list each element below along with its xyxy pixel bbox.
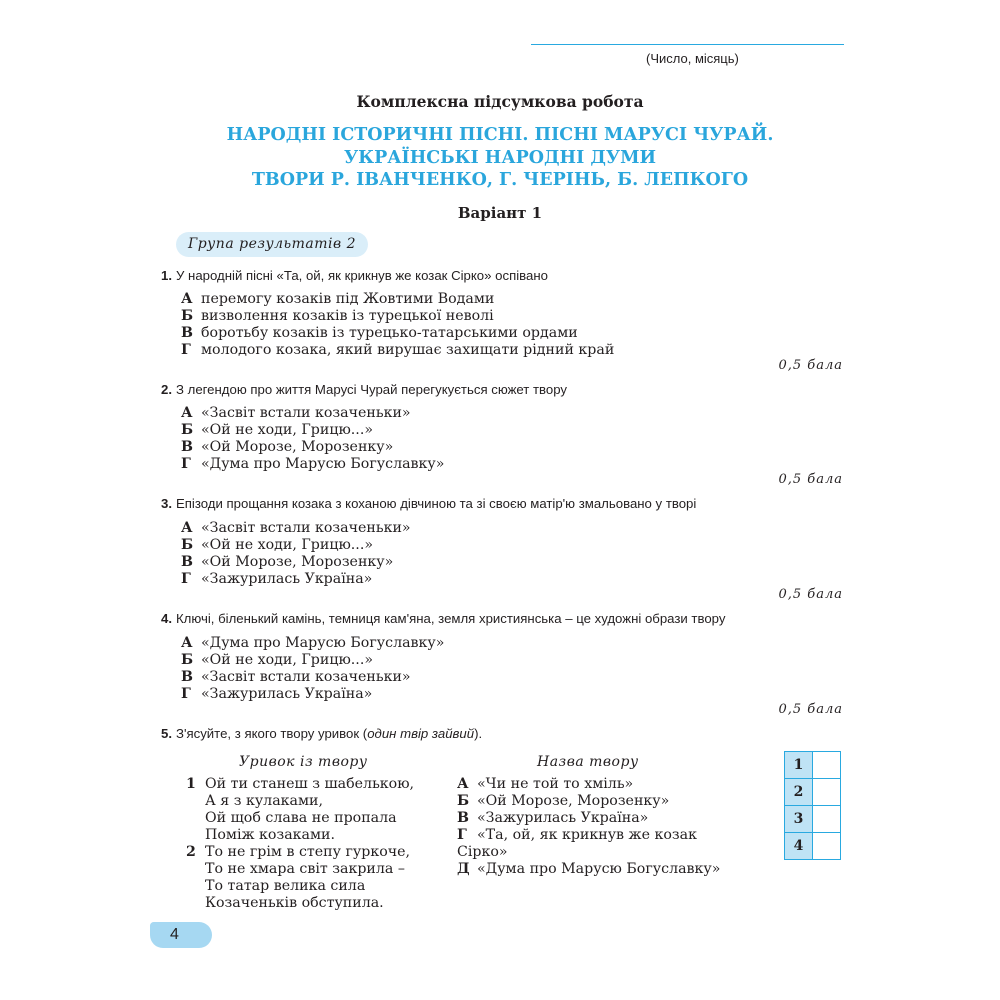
answer-row-number: 1 — [785, 752, 813, 779]
option-letter: Г — [181, 342, 191, 358]
option-text: «Ой не ходи, Грицю...» — [201, 422, 374, 438]
answer-cell[interactable] — [813, 833, 841, 860]
option-text: «Та, ой, як крикнув же козак Сірко» — [457, 827, 697, 860]
answer-row — [785, 806, 841, 833]
question-5 — [161, 726, 482, 741]
option-text: боротьбу козаків із турецько-татарськими ордами — [201, 325, 578, 341]
option-text: «Дума про Марусю Богуславку» — [201, 635, 445, 651]
option-letter: А — [181, 635, 193, 651]
option-letter: В — [181, 554, 193, 570]
option-letter: В — [457, 810, 469, 826]
option-text: визволення козаків із турецької неволі — [201, 308, 494, 324]
option-letter: Б — [181, 652, 194, 668]
option — [181, 439, 393, 456]
question-number: 2. — [161, 382, 172, 397]
question-text: Ключі, біленький камінь, темниця кам'яна, земля християнська – це художні образи твору — [176, 611, 726, 626]
question-text: З'ясуйте, з якого твору уривок ( — [176, 726, 368, 741]
option-letter: Г — [181, 456, 191, 472]
option — [181, 308, 494, 325]
title-option — [457, 793, 669, 810]
answer-row — [785, 779, 841, 806]
option-text: «Зажурилась Україна» — [201, 686, 373, 702]
date-underline — [531, 44, 844, 45]
option-letter: А — [181, 520, 193, 536]
option — [181, 686, 372, 703]
option-text: «Засвіт встали козаченьки» — [201, 669, 411, 685]
answer-cell[interactable] — [813, 779, 841, 806]
question-number: 3. — [161, 496, 172, 511]
option-letter: Г — [457, 827, 467, 843]
option-text: «Зажурилась Україна» — [477, 810, 649, 826]
option-text: «Чи не той то хміль» — [477, 776, 634, 792]
option — [181, 291, 494, 308]
option — [181, 635, 444, 652]
topic-line-1: НАРОДНІ ІСТОРИЧНІ ПІСНІ. ПІСНІ МАРУСІ ЧУРАЙ. — [226, 125, 774, 145]
fragment-text: Ой ти станеш з шабелькою, А я з кулаками, Ой щоб слава не пропала Поміж козаками. — [205, 776, 415, 843]
option — [181, 571, 372, 588]
question-text: З легендою про життя Марусі Чурай перегукується сюжет твору — [176, 382, 568, 397]
fragment-text: То не грім в степу гуркоче, То не хмара світ закрила – То татар велика сила Козаченьків обступила. — [205, 844, 411, 911]
option-text: «Ой Морозе, Морозенку» — [477, 793, 670, 809]
date-label: (Число, місяць) — [646, 51, 739, 66]
option-text: «Ой Морозе, Морозенку» — [201, 439, 394, 455]
option-letter: Г — [181, 686, 191, 702]
option-letter: В — [181, 325, 193, 341]
option — [181, 520, 411, 537]
option-letter: Б — [181, 308, 194, 324]
group-label: Група результатів 2 — [176, 232, 368, 257]
page-number-badge — [150, 922, 212, 948]
topic-line-3: ТВОРИ Р. ІВАНЧЕНКО, Г. ЧЕРІНЬ, Б. ЛЕПКОГО — [251, 170, 749, 190]
option — [181, 537, 373, 554]
option-letter: Д — [457, 861, 470, 877]
fragment-number: 1 — [186, 776, 196, 792]
option-letter: В — [181, 439, 193, 455]
option-letter: Б — [181, 537, 194, 553]
option-letter: Г — [181, 571, 191, 587]
option — [181, 325, 578, 342]
option — [181, 342, 614, 359]
page-number: 4 — [170, 926, 179, 943]
option-text: перемогу козаків під Жовтими Водами — [201, 291, 495, 307]
answer-cell[interactable] — [813, 806, 841, 833]
option-text: «Дума про Марусю Богуславку» — [201, 456, 445, 472]
score-label: 0,5 бала — [778, 702, 843, 717]
option-text: «Засвіт встали козаченьки» — [201, 520, 411, 536]
question-3 — [161, 496, 696, 511]
answer-row — [785, 752, 841, 779]
column-header-title: Назва твору — [537, 754, 639, 770]
variant-label: Варіант 1 — [457, 204, 543, 222]
question-number: 1. — [161, 268, 172, 283]
option-letter: В — [181, 669, 193, 685]
option-text: «Засвіт встали козаченьки» — [201, 405, 411, 421]
option-text: молодого козака, який вирушає захищати рідний край — [201, 342, 615, 358]
question-1 — [161, 268, 548, 283]
answer-row-number: 2 — [785, 779, 813, 806]
question-text-end: ). — [474, 726, 483, 741]
answer-cell[interactable] — [813, 752, 841, 779]
question-2 — [161, 382, 567, 397]
option-text: «Зажурилась Україна» — [201, 571, 373, 587]
option-text: «Ой не ходи, Грицю...» — [201, 537, 374, 553]
title-option — [457, 861, 720, 878]
question-number: 5. — [161, 726, 172, 741]
option-text: «Ой не ходи, Грицю...» — [201, 652, 374, 668]
score-label: 0,5 бала — [778, 358, 843, 373]
answer-row-number: 4 — [785, 833, 813, 860]
option — [181, 405, 411, 422]
question-note: один твір зайвий — [367, 726, 475, 741]
score-label: 0,5 бала — [778, 472, 843, 487]
option-letter: Б — [457, 793, 470, 809]
answer-row — [785, 833, 841, 860]
question-text: Епізоди прощання козака з коханою дівчиною та зі своєю матір'ю змальовано у творі — [176, 496, 697, 511]
option-letter: А — [181, 291, 193, 307]
option — [181, 456, 444, 473]
option — [181, 652, 373, 669]
title-option — [457, 776, 633, 793]
score-label: 0,5 бала — [778, 587, 843, 602]
question-4 — [161, 611, 725, 626]
work-title: Комплексна підсумкова робота — [356, 92, 644, 111]
title-option — [457, 827, 697, 861]
option — [181, 554, 393, 571]
option-text: «Дума про Марусю Богуславку» — [477, 861, 721, 877]
option — [181, 669, 411, 686]
question-text: У народній пісні «Та, ой, як крикнув же козак Сірко» оспівано — [176, 268, 548, 283]
answer-row-number: 3 — [785, 806, 813, 833]
title-option — [457, 810, 648, 827]
fragment-number: 2 — [186, 844, 196, 860]
question-number: 4. — [161, 611, 172, 626]
option — [181, 422, 373, 439]
column-header-fragment: Уривок із твору — [239, 754, 368, 770]
option-letter: А — [457, 776, 469, 792]
answer-grid — [784, 751, 841, 860]
option-text: «Ой Морозе, Морозенку» — [201, 554, 394, 570]
topic-line-2: УКРАЇНСЬКІ НАРОДНІ ДУМИ — [343, 148, 657, 168]
option-letter: Б — [181, 422, 194, 438]
option-letter: А — [181, 405, 193, 421]
